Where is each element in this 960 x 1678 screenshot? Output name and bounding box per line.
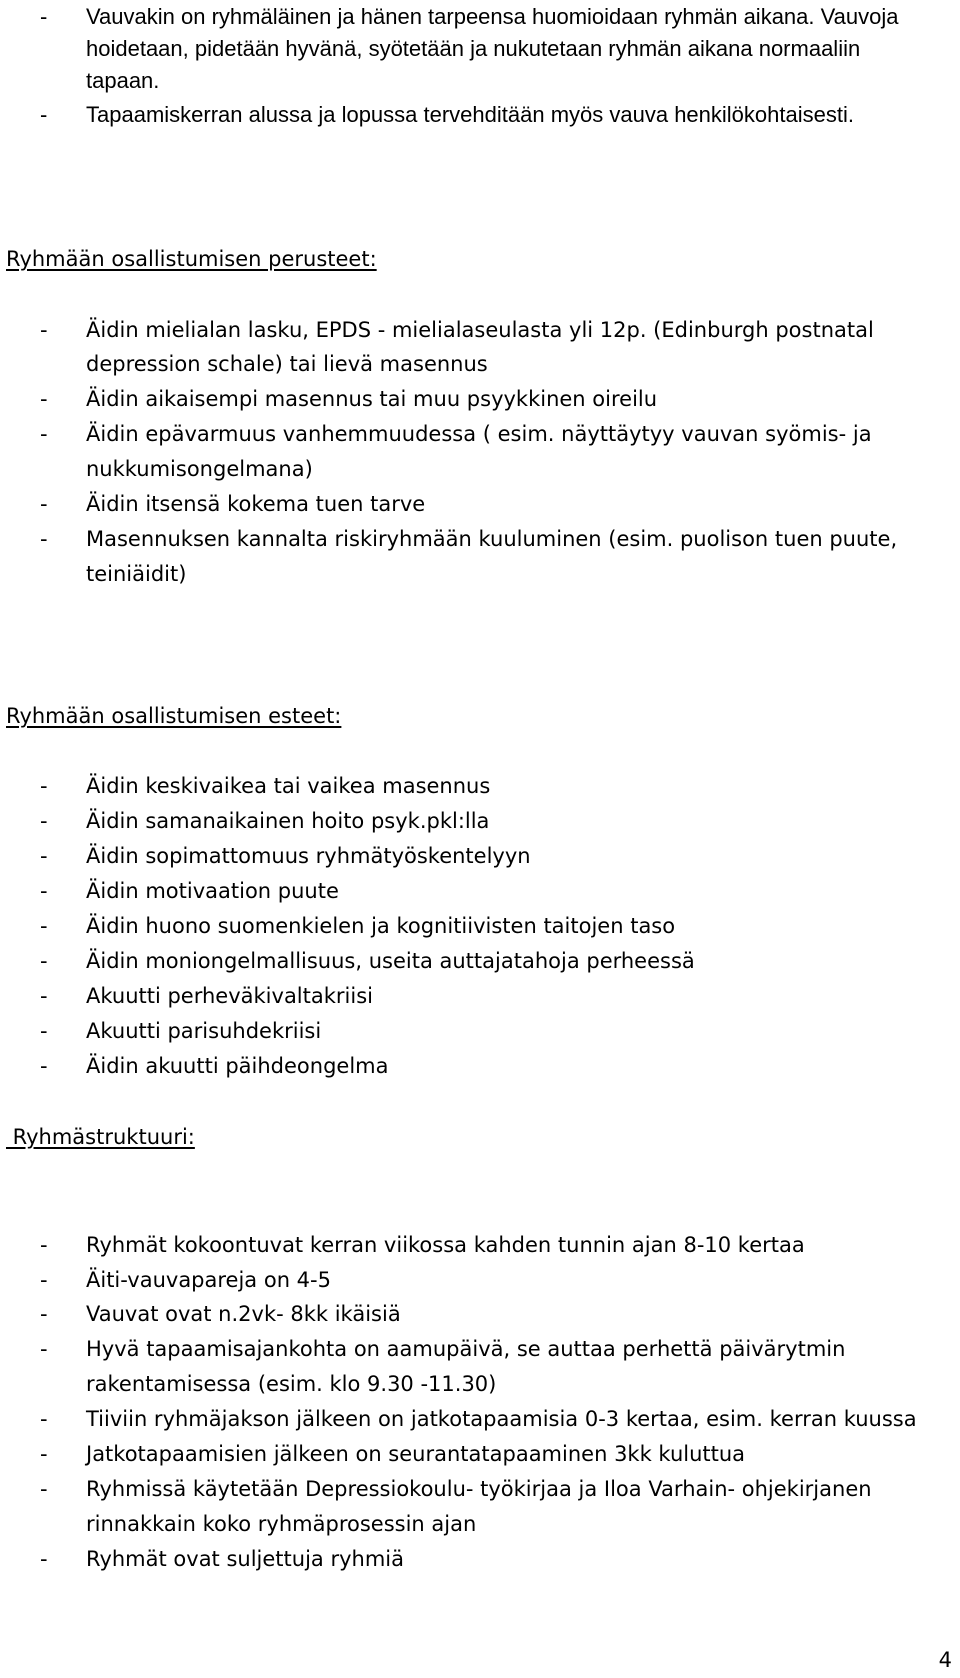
list-item-text: Hyvä tapaamisajankohta on aamupäivä, se auttaa perhettä päivärytmin bbox=[86, 1337, 846, 1361]
list-item-text: Äidin sopimattomuus ryhmätyöskentelyyn bbox=[86, 844, 531, 868]
list-item-text: Tiiviin ryhmäjakson jälkeen on jatkotapaamisia 0-3 kertaa, esim. kerran kuussa bbox=[86, 1407, 917, 1431]
list-dash: - bbox=[40, 1054, 48, 1078]
list-item-text: depression schale) tai lievä masennus bbox=[86, 352, 488, 376]
list-item-text: Jatkotapaamisien jälkeen on seurantatapaaminen 3kk kuluttua bbox=[86, 1442, 746, 1466]
list-item-text: Vauvat ovat n.2vk- 8kk ikäisiä bbox=[86, 1302, 401, 1326]
list-dash: - bbox=[40, 1302, 48, 1326]
list-dash: - bbox=[40, 914, 48, 938]
list-item-text: Äiti-vauvapareja on 4-5 bbox=[86, 1268, 331, 1292]
list-item-text: Äidin moniongelmallisuus, useita auttajatahoja perheessä bbox=[86, 949, 695, 973]
list-item-text: Tapaamiskerran alussa ja lopussa tervehditään myös vauva henkilökohtaisesti. bbox=[86, 102, 854, 127]
list-item-text: hoidetaan, pidetään hyvänä, syötetään ja nukutetaan ryhmän aikana normaaliin bbox=[86, 36, 861, 61]
list-item-text: Äidin samanaikainen hoito psyk.pkl:lla bbox=[86, 809, 490, 833]
list-item-text: Äidin mielialan lasku, EPDS - mielialaseulasta yli 12p. (Edinburgh postnatal bbox=[86, 318, 874, 342]
list-dash: - bbox=[40, 318, 48, 342]
list-item-text: Vauvakin on ryhmäläinen ja hänen tarpeensa huomioidaan ryhmän aikana. Vauvoja bbox=[86, 4, 899, 29]
list-item-text: Äidin motivaation puute bbox=[86, 879, 339, 903]
list-item-text: teiniäidit) bbox=[86, 562, 187, 586]
list-item-text: tapaan. bbox=[86, 68, 160, 93]
list-dash: - bbox=[40, 1337, 48, 1361]
list-item-text: Äidin itsensä kokema tuen tarve bbox=[86, 492, 426, 516]
list-item-text: Äidin huono suomenkielen ja kognitiivisten taitojen taso bbox=[86, 914, 676, 938]
list-item-text: nukkumisongelmana) bbox=[86, 457, 313, 481]
list-dash: - bbox=[40, 774, 48, 798]
list-dash: - bbox=[40, 949, 48, 973]
list-item-text: Ryhmät ovat suljettuja ryhmiä bbox=[86, 1547, 404, 1571]
list-item-text: Äidin aikaisempi masennus tai muu psyykkinen oireilu bbox=[86, 387, 658, 411]
list-dash: - bbox=[40, 4, 48, 29]
list-item-text: Äidin epävarmuus vanhemmuudessa ( esim. näyttäytyy vauvan syömis- ja bbox=[86, 422, 872, 446]
list-dash: - bbox=[40, 1019, 48, 1043]
list-dash: - bbox=[40, 984, 48, 1008]
list-dash: - bbox=[40, 844, 48, 868]
list-dash: - bbox=[40, 1407, 48, 1431]
list-dash: - bbox=[40, 387, 48, 411]
list-dash: - bbox=[40, 809, 48, 833]
list-item-text: Masennuksen kannalta riskiryhmään kuuluminen (esim. puolison tuen puute, bbox=[86, 527, 898, 551]
list-dash: - bbox=[40, 1233, 48, 1257]
list-dash: - bbox=[40, 102, 48, 127]
section-heading-ryhmastruktuuri: Ryhmästruktuuri: bbox=[6, 1125, 195, 1149]
list-dash: - bbox=[40, 879, 48, 903]
list-dash: - bbox=[40, 1268, 48, 1292]
list-item-text: Äidin keskivaikea tai vaikea masennus bbox=[86, 774, 491, 798]
list-dash: - bbox=[40, 492, 48, 516]
list-dash: - bbox=[40, 1477, 48, 1501]
list-item-text: rakentamisessa (esim. klo 9.30 -11.30) bbox=[86, 1372, 497, 1396]
list-item-text: Akuutti parisuhdekriisi bbox=[86, 1019, 322, 1043]
list-item-text: Ryhmät kokoontuvat kerran viikossa kahden tunnin ajan 8-10 kertaa bbox=[86, 1233, 805, 1257]
list-item-text: Äidin akuutti päihdeongelma bbox=[86, 1054, 389, 1078]
list-item-text: rinnakkain koko ryhmäprosessin ajan bbox=[86, 1512, 477, 1536]
section-heading-esteet: Ryhmään osallistumisen esteet: bbox=[6, 704, 342, 728]
list-item-text: Ryhmissä käytetään Depressiokoulu- työkirjaa ja Iloa Varhain- ohjekirjanen bbox=[86, 1477, 872, 1501]
list-dash: - bbox=[40, 422, 48, 446]
list-item-text: Akuutti perheväkivaltakriisi bbox=[86, 984, 373, 1008]
list-dash: - bbox=[40, 1442, 48, 1466]
section-heading-perusteet: Ryhmään osallistumisen perusteet: bbox=[6, 247, 377, 271]
page-number: 4 bbox=[938, 1648, 952, 1672]
list-dash: - bbox=[40, 1547, 48, 1571]
list-dash: - bbox=[40, 527, 48, 551]
